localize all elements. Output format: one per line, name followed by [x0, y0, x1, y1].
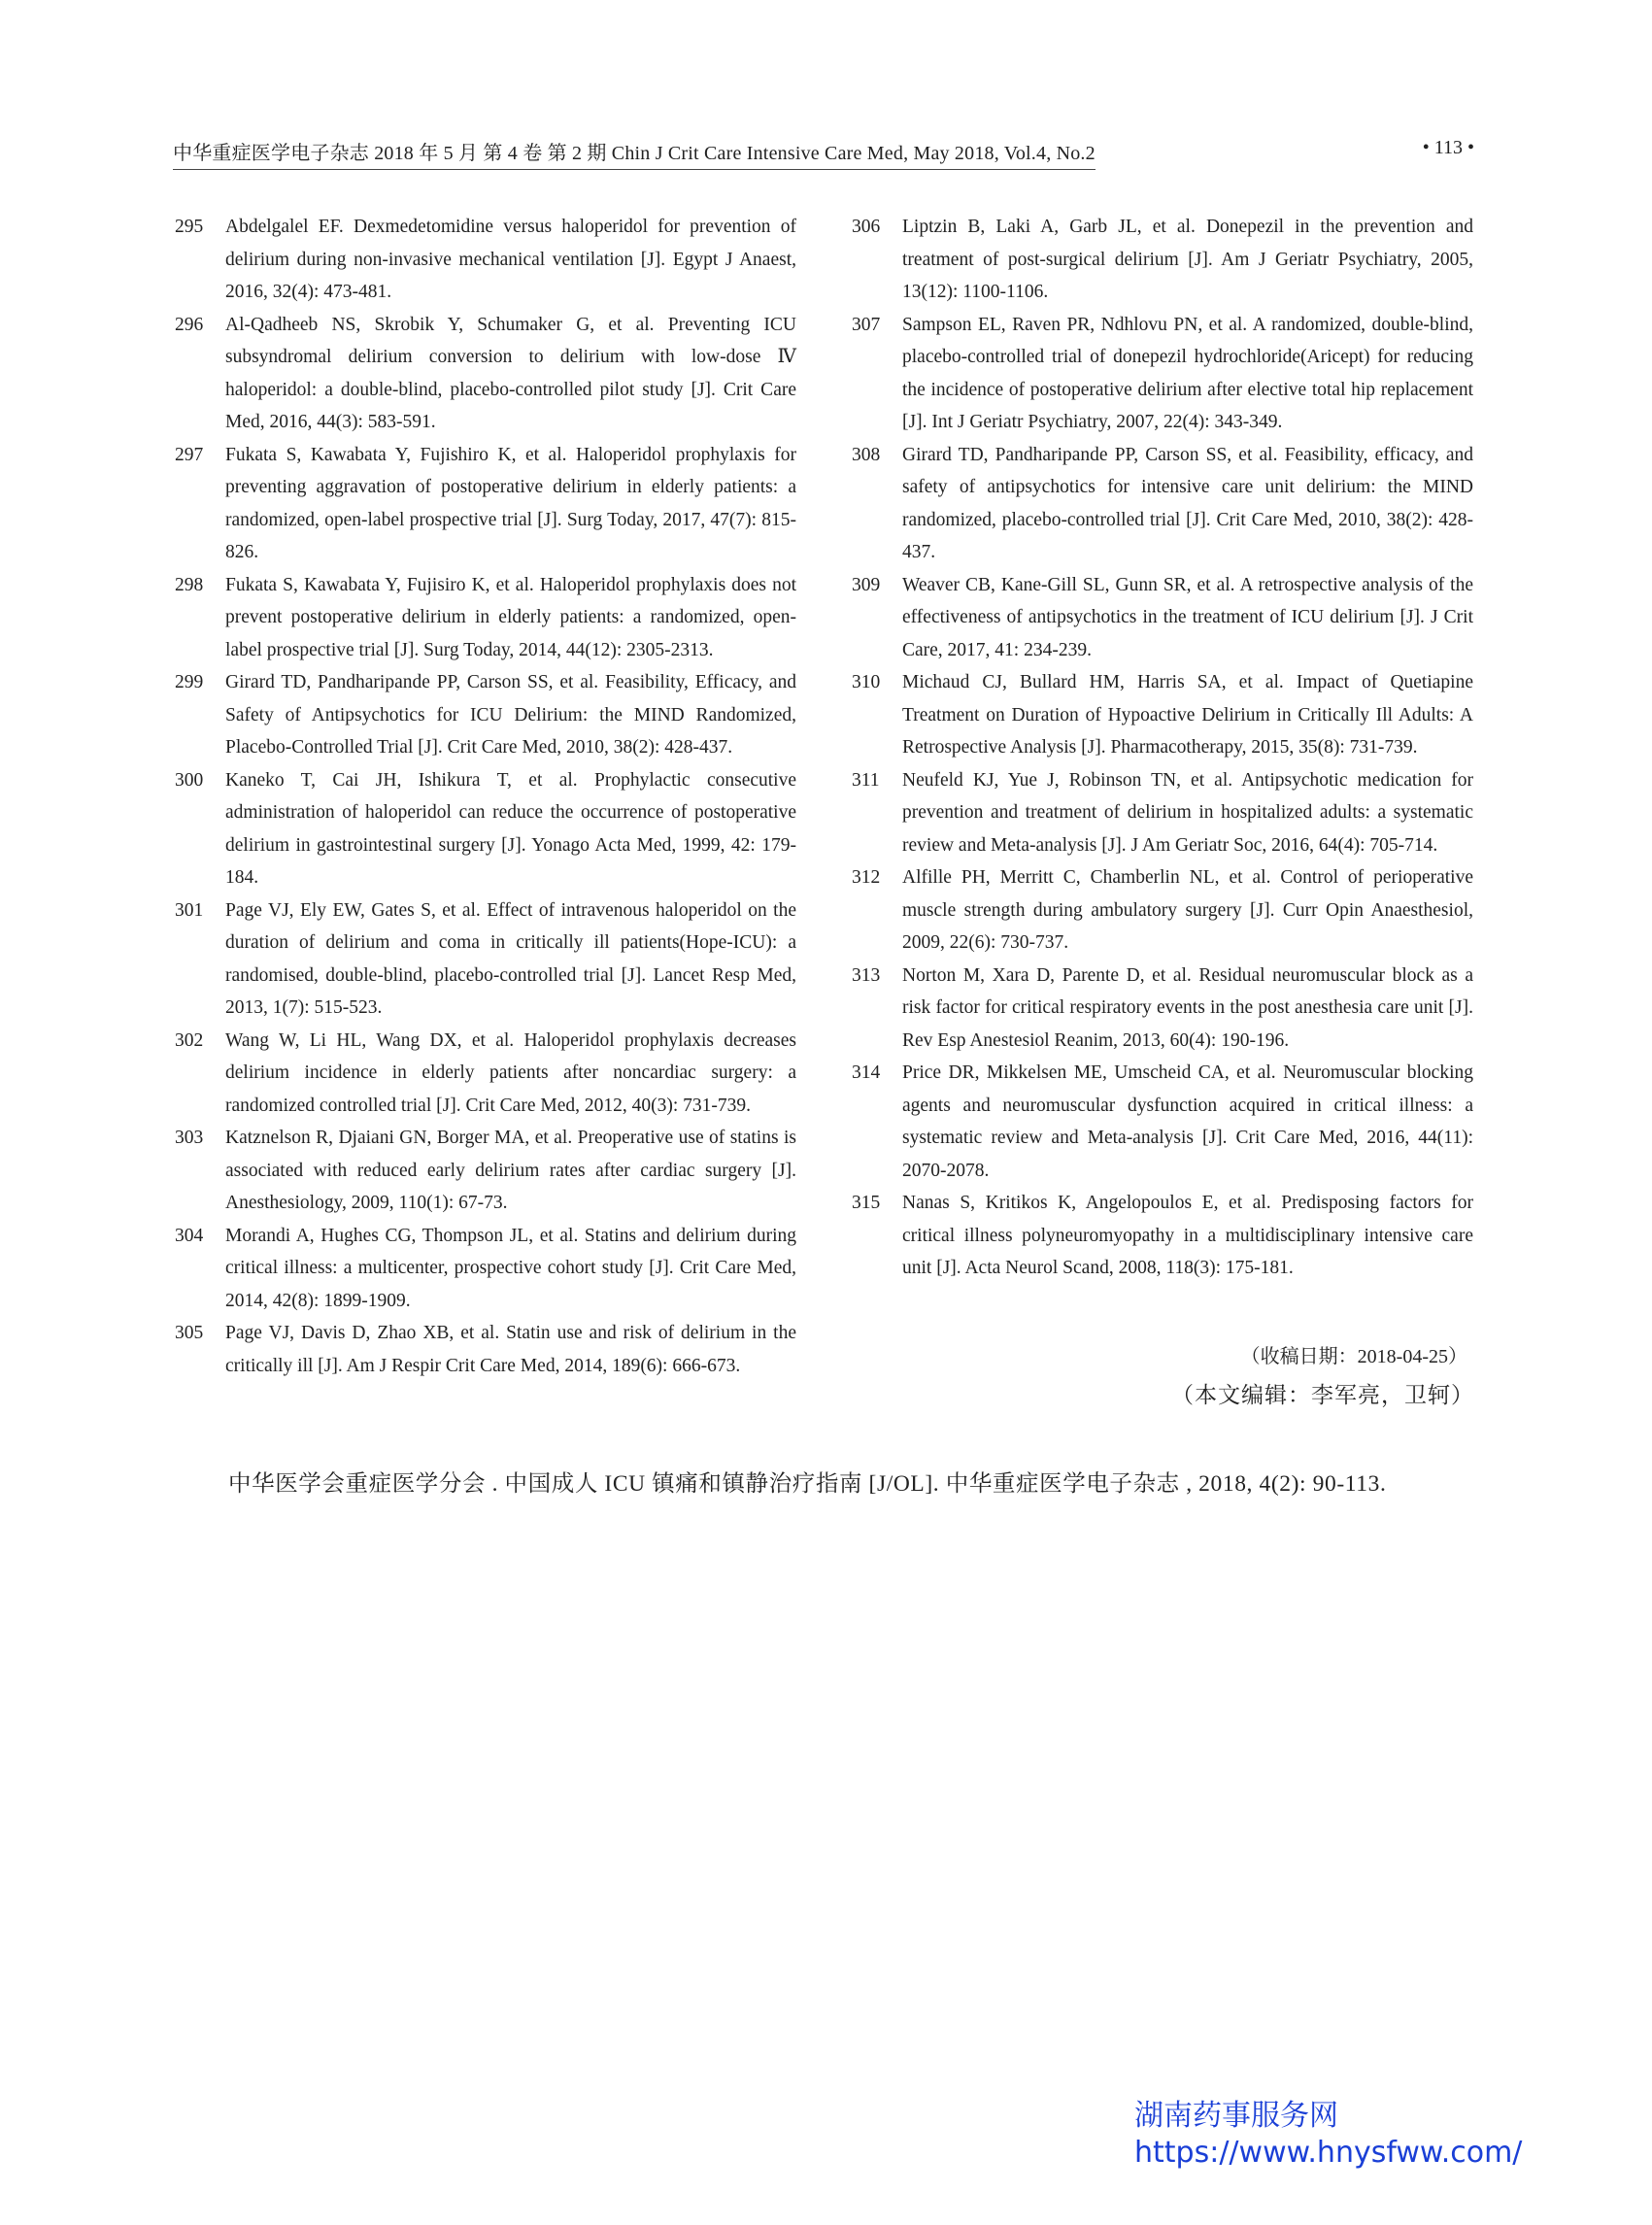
- reference-item: [175, 1220, 796, 1318]
- reference-number: 307: [852, 314, 881, 335]
- reference-item: [175, 894, 796, 1025]
- reference-item: [852, 309, 1473, 439]
- reference-item: [175, 1122, 796, 1220]
- reference-text: Girard TD, Pandharipande PP, Carson SS, et al. Feasibility, efficacy, and safety of antipsychotics for intensive care unit delirium: the MIND randomized, placebo-controlled trial [J]. Crit Care Med, 2010, 38(2): 428-437.: [902, 444, 1473, 562]
- received-date: （收稿日期：2018-04-25）: [1240, 1346, 1467, 1367]
- reference-item: [852, 861, 1473, 960]
- reference-number: 295: [175, 217, 204, 237]
- reference-item: [852, 666, 1473, 764]
- reference-item: [175, 569, 796, 667]
- reference-text: Page VJ, Davis D, Zhao XB, et al. Statin use and risk of delirium in the critically ill [J]. Am J Respir Crit Care Med, 2014, 189(6): 666-673.: [225, 1323, 796, 1376]
- page-header: [173, 137, 1474, 170]
- reference-text: Neufeld KJ, Yue J, Robinson TN, et al. Antipsychotic medication for prevention and treatment of delirium in hospitalized adults: a systematic review and Meta-analysis [J]. J Am Geriatr Soc, 2016, 64(4): 705-714.: [902, 769, 1473, 856]
- reference-number: 303: [175, 1128, 204, 1148]
- reference-number: 296: [175, 314, 204, 335]
- reference-number: 312: [852, 867, 881, 888]
- reference-text: Liptzin B, Laki A, Garb JL, et al. Donepezil in the prevention and treatment of post-surgical delirium [J]. Am J Geriatr Psychiatry, 2005, 13(12): 1100-1106.: [902, 217, 1473, 302]
- references-column-left: [175, 211, 796, 1382]
- reference-number: 304: [175, 1225, 204, 1246]
- reference-number: 299: [175, 672, 204, 692]
- reference-item: [852, 960, 1473, 1058]
- reference-number: 301: [175, 899, 204, 921]
- reference-item: [852, 211, 1473, 309]
- reference-text: Fukata S, Kawabata Y, Fujishiro K, et al. Haloperidol prophylaxis for preventing aggravation of postoperative delirium in elderly patients: a randomized, open-label prospective trial [J]. Surg Today, 2017, 47(7): 815-826.: [225, 444, 796, 562]
- reference-item: [852, 569, 1473, 667]
- journal-running-head: 中华重症医学电子杂志 2018 年 5 月 第 4 卷 第 2 期 Chin J Crit Care Intensive Care Med, May 2018, Vol.4, No.2: [173, 137, 1096, 170]
- reference-item: [852, 764, 1473, 862]
- reference-text: Kaneko T, Cai JH, Ishikura T, et al. Prophylactic consecutive administration of haloperidol can reduce the occurrence of postoperative delirium in gastrointestinal surgery [J]. Yonago Acta Med, 1999, 42: 179-184.: [225, 769, 796, 888]
- reference-item: [852, 439, 1473, 569]
- reference-number: 315: [852, 1193, 881, 1213]
- reference-text: Morandi A, Hughes CG, Thompson JL, et al. Statins and delirium during critical illness: a multicenter, prospective cohort study [J]. Crit Care Med, 2014, 42(8): 1899-1909.: [225, 1225, 796, 1311]
- reference-item: [175, 439, 796, 569]
- reference-text: Michaud CJ, Bullard HM, Harris SA, et al. Impact of Quetiapine Treatment on Duration of Hypoactive Delirium in Critically Ill Adults: A Retrospective Analysis [J]. Pharmacotherapy, 2015, 35(8): 731-739.: [902, 672, 1473, 758]
- reference-text: Alfille PH, Merritt C, Chamberlin NL, et al. Control of perioperative muscle strength during ambulatory surgery [J]. Curr Opin Anaesthesiol, 2009, 22(6): 730-737.: [902, 867, 1473, 953]
- reference-number: 311: [852, 769, 880, 791]
- editor-note: （本文编辑：李军亮，卫轲）: [1171, 1383, 1474, 1407]
- reference-text: Weaver CB, Kane-Gill SL, Gunn SR, et al. A retrospective analysis of the effectiveness of antipsychotics in the treatment of ICU delirium [J]. J Crit Care, 2017, 41: 234-239.: [902, 574, 1473, 660]
- reference-number: 300: [175, 769, 204, 791]
- reference-number: 308: [852, 444, 881, 465]
- reference-text: Nanas S, Kritikos K, Angelopoulos E, et al. Predisposing factors for critical illness polyneuromyopathy in a multidisciplinary intensive care unit [J]. Acta Neurol Scand, 2008, 118(3): 175-181.: [902, 1193, 1473, 1278]
- reference-number: 305: [175, 1323, 204, 1343]
- reference-item: [175, 1025, 796, 1123]
- reference-text: Sampson EL, Raven PR, Ndhlovu PN, et al. A randomized, double-blind, placebo-controlled trial of donepezil hydrochloride(Aricept) for reducing the incidence of postoperative delirium after elective total hip replacement [J]. Int J Geriatr Psychiatry, 2007, 22(4): 343-349.: [902, 314, 1473, 432]
- reference-number: 313: [852, 964, 881, 986]
- watermark: [1134, 2098, 1522, 2172]
- reference-item: [175, 666, 796, 764]
- reference-number: 309: [852, 574, 881, 595]
- reference-text: Abdelgalel EF. Dexmedetomidine versus haloperidol for prevention of delirium during non-invasive mechanical ventilation [J]. Egypt J Anaest, 2016, 32(4): 473-481.: [225, 217, 796, 302]
- references-column-right: [852, 211, 1473, 1285]
- page-number: • 113 •: [1422, 137, 1474, 158]
- reference-text: Norton M, Xara D, Parente D, et al. Residual neuromuscular block as a risk factor for critical respiratory events in the post anesthesia care unit [J]. Rev Esp Anestesiol Reanim, 2013, 60(4): 190-196.: [902, 964, 1473, 1051]
- reference-number: 314: [852, 1062, 881, 1083]
- reference-text: Price DR, Mikkelsen ME, Umscheid CA, et al. Neuromuscular blocking agents and neuromuscular dysfunction acquired in critical illness: a systematic review and Meta-analysis [J]. Crit Care Med, 2016, 44(11): 2070-2078.: [902, 1062, 1473, 1181]
- reference-item: [852, 1057, 1473, 1187]
- reference-number: 306: [852, 217, 881, 237]
- reference-text: Wang W, Li HL, Wang DX, et al. Haloperidol prophylaxis decreases delirium incidence in elderly patients after noncardiac surgery: a randomized controlled trial [J]. Crit Care Med, 2012, 40(3): 731-739.: [225, 1029, 796, 1116]
- watermark-site-name: 湖南药事服务网: [1134, 2099, 1338, 2133]
- reference-item: [175, 1317, 796, 1382]
- reference-text: Fukata S, Kawabata Y, Fujisiro K, et al. Haloperidol prophylaxis does not prevent postoperative delirium in elderly patients: a randomized, open-label prospective trial [J]. Surg Today, 2014, 44(12): 2305-2313.: [225, 574, 796, 660]
- reference-item: [175, 211, 796, 309]
- reference-number: 297: [175, 444, 204, 465]
- watermark-url-link[interactable]: https://www.hnysfww.com/: [1134, 2136, 1523, 2170]
- reference-item: [175, 309, 796, 439]
- reference-number: 298: [175, 574, 204, 595]
- reference-text: Page VJ, Ely EW, Gates S, et al. Effect of intravenous haloperidol on the duration of delirium and coma in critically ill patients(Hope-ICU): a randomised, double-blind, placebo-controlled trial [J]. Lancet Resp Med, 2013, 1(7): 515-523.: [225, 899, 796, 1018]
- reference-number: 310: [852, 672, 881, 692]
- reference-text: Katznelson R, Djaiani GN, Borger MA, et al. Preoperative use of statins is associated with reduced early delirium rates after cardiac surgery [J]. Anesthesiology, 2009, 110(1): 67-73.: [225, 1128, 796, 1213]
- reference-text: Al-Qadheeb NS, Skrobik Y, Schumaker G, et al. Preventing ICU subsyndromal delirium conversion to delirium with low-dose Ⅳ haloperidol: a double-blind, placebo-controlled pilot study [J]. Crit Care Med, 2016, 44(3): 583-591.: [225, 314, 796, 432]
- reference-item: [852, 1187, 1473, 1285]
- reference-text: Girard TD, Pandharipande PP, Carson SS, et al. Feasibility, Efficacy, and Safety of Antipsychotics for ICU Delirium: the MIND Randomized, Placebo-Controlled Trial [J]. Crit Care Med, 2010, 38(2): 428-437.: [225, 672, 796, 758]
- article-citation: 中华医学会重症医学分会 . 中国成人 ICU 镇痛和镇静治疗指南 [J/OL]. 中华重症医学电子杂志 , 2018, 4(2): 90-113.: [228, 1471, 1387, 1497]
- reference-item: [175, 764, 796, 894]
- reference-number: 302: [175, 1029, 204, 1051]
